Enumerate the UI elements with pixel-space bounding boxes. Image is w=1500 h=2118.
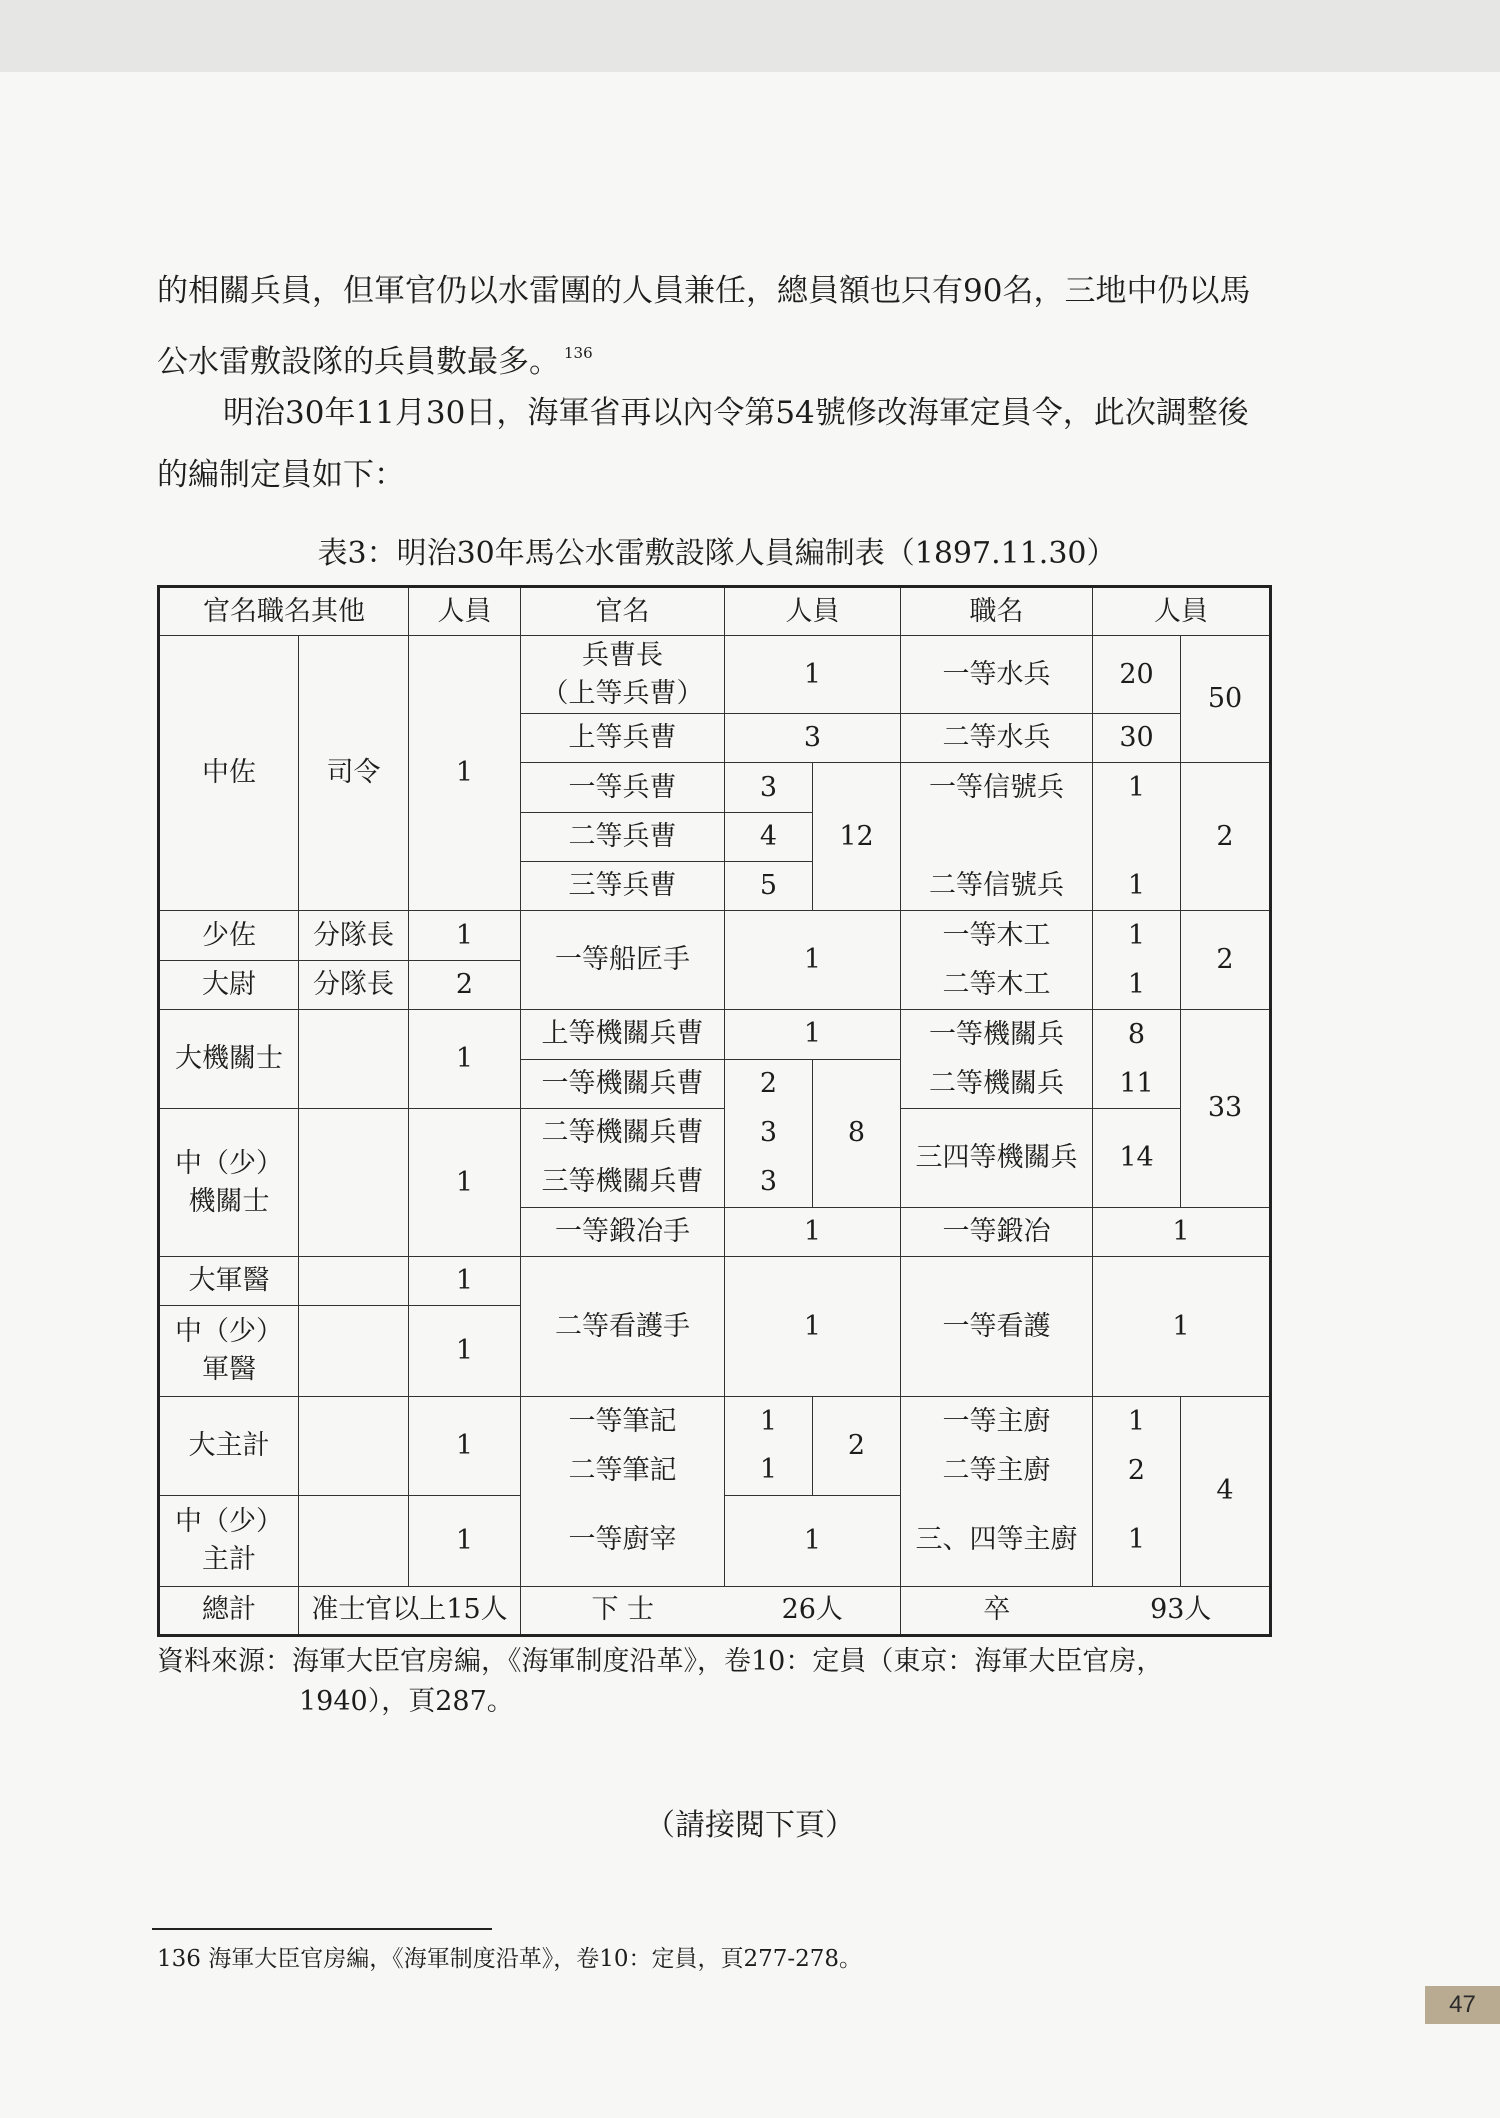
- table-cell: [299, 1108, 409, 1256]
- table-cell: 2: [1181, 911, 1271, 1010]
- table-cell: 一等機關兵: [901, 1010, 1093, 1059]
- table-cell: [901, 812, 1093, 861]
- table-cell: 一等筆記: [521, 1397, 725, 1446]
- table-cell: [1093, 812, 1181, 861]
- table-cell: 1: [409, 1257, 521, 1306]
- table-cell: 26人: [725, 1586, 901, 1635]
- table-cell: 1: [1093, 960, 1181, 1009]
- footnote-ref[interactable]: 136: [564, 344, 593, 362]
- table-cell: 1: [725, 911, 901, 1010]
- table-cell: 8: [1093, 1010, 1181, 1059]
- table-cell: 少佐: [159, 911, 299, 960]
- table-cell: 4: [725, 812, 813, 861]
- table-cell: 上等機關兵曹: [521, 1010, 725, 1059]
- table-cell: 一等兵曹: [521, 763, 725, 812]
- table-cell: 二等筆記: [521, 1446, 725, 1495]
- table-cell: 一等鍛冶手: [521, 1207, 725, 1256]
- table-cell: 2: [1093, 1446, 1181, 1495]
- personnel-table: [157, 585, 1272, 1637]
- table-cell: 二等主廚: [901, 1446, 1093, 1495]
- table-cell: 二等兵曹: [521, 812, 725, 861]
- table-row: [159, 636, 1271, 714]
- table-cell: [299, 1306, 409, 1397]
- table-cell: 1: [725, 1495, 901, 1586]
- table-cell: 1: [1093, 1257, 1271, 1397]
- header-cell: 職名: [901, 587, 1093, 636]
- table-cell: 1: [409, 1306, 521, 1397]
- table-cell: 二等木工: [901, 960, 1093, 1009]
- continued-note: （請接閱下頁）: [645, 1808, 855, 1843]
- table-cell: 准士官以上15人: [299, 1586, 521, 1635]
- table-row: [159, 1108, 1271, 1157]
- table-cell: 一等船匠手: [521, 911, 725, 1010]
- table-cell: 大機關士: [159, 1010, 299, 1109]
- table-cell: 上等兵曹: [521, 713, 725, 762]
- table-cell: 分隊長: [299, 911, 409, 960]
- table-cell: 1: [1093, 1495, 1181, 1586]
- table-cell: 中（少） 主計: [159, 1495, 299, 1586]
- table-cell: 1: [409, 911, 521, 960]
- table-cell: 3: [725, 1158, 813, 1207]
- table-row: [159, 1010, 1271, 1059]
- table-cell: 兵曹長 （上等兵曹）: [521, 636, 725, 714]
- scan-top-margin: [0, 0, 1500, 72]
- table-cell: 3: [725, 763, 813, 812]
- table-cell: 司令: [299, 636, 409, 911]
- table-cell: 大尉: [159, 960, 299, 1009]
- table-cell: 1: [725, 1397, 813, 1446]
- table-cell: 下 士: [521, 1586, 725, 1635]
- table-cell: 1: [725, 1010, 901, 1059]
- body-paragraph-2: 明治30年11月30日，海軍省再以內令第54號修改海軍定員令，此次調整後的編制定員如下：: [157, 395, 1249, 493]
- footnote: 136 海軍大臣官房編，《海軍制度沿革》，卷10：定員，頁277-278。: [157, 1946, 863, 1972]
- header-cell: 人員: [725, 587, 901, 636]
- header-cell: 官名: [521, 587, 725, 636]
- table-cell: 二等機關兵: [901, 1059, 1093, 1108]
- table-cell: [299, 1257, 409, 1306]
- table-cell: 大軍醫: [159, 1257, 299, 1306]
- table-cell: 1: [1093, 1207, 1271, 1256]
- table-cell: 二等看護手: [521, 1257, 725, 1397]
- table-cell: 3: [725, 1108, 813, 1157]
- table-cell: 33: [1181, 1010, 1271, 1208]
- table-source-note: 資料來源：海軍大臣官房編，《海軍制度沿革》，卷10：定員（東京：海軍大臣官房， 1940），頁287。: [157, 1646, 1164, 1717]
- table-cell: 1: [725, 636, 901, 714]
- table-cell: 1: [1093, 1397, 1181, 1446]
- table-row: [159, 911, 1271, 960]
- table-cell: 30: [1093, 713, 1181, 762]
- table-cell: 1: [409, 1397, 521, 1496]
- table-row: [159, 1397, 1271, 1446]
- table-cell: 4: [1181, 1397, 1271, 1586]
- table-cell: 三四等機關兵: [901, 1108, 1093, 1207]
- table-cell: 一等主廚: [901, 1397, 1093, 1446]
- table-cell: 二等水兵: [901, 713, 1093, 762]
- table-cell: 20: [1093, 636, 1181, 714]
- table-cell: 50: [1181, 636, 1271, 763]
- table-cell: 3: [725, 713, 901, 762]
- table-cell: 中（少） 軍醫: [159, 1306, 299, 1397]
- table-cell: 2: [1181, 763, 1271, 911]
- header-cell: 人員: [409, 587, 521, 636]
- table-cell: 1: [725, 1207, 901, 1256]
- table-cell: 2: [813, 1397, 901, 1496]
- table-cell: 1: [725, 1257, 901, 1397]
- table-cell: 1: [1093, 911, 1181, 960]
- table-cell: 二等信號兵: [901, 862, 1093, 911]
- table-cell: 一等機關兵曹: [521, 1059, 725, 1108]
- table-cell: 一等鍛冶: [901, 1207, 1093, 1256]
- table-header-row: [159, 587, 1271, 636]
- table-cell: 2: [409, 960, 521, 1009]
- table-cell: 14: [1093, 1108, 1181, 1207]
- table-cell: 93人: [1093, 1586, 1271, 1635]
- table-cell: 1: [409, 1108, 521, 1256]
- table-cell: 1: [1093, 763, 1181, 812]
- table-cell: 8: [813, 1059, 901, 1207]
- header-cell: 官名職名其他: [159, 587, 409, 636]
- table-cell: 卒: [901, 1586, 1093, 1635]
- table-cell: 三等兵曹: [521, 862, 725, 911]
- table-cell: 1: [409, 1495, 521, 1586]
- table-cell: 1: [725, 1446, 813, 1495]
- table-cell: [299, 1010, 409, 1109]
- table-cell: 一等木工: [901, 911, 1093, 960]
- table-cell: 1: [1093, 862, 1181, 911]
- table-cell: 總計: [159, 1586, 299, 1635]
- body-paragraph-1: 的相關兵員，但軍官仍以水雷團的人員兼任，總員額也只有90名，三地中仍以馬公水雷敷設隊的兵員數最多。 $^{136}$: [157, 273, 1251, 380]
- table-cell: 分隊長: [299, 960, 409, 1009]
- table-cell: 一等信號兵: [901, 763, 1093, 812]
- table-cell: 12: [813, 763, 901, 911]
- table-total-row: [159, 1586, 1271, 1635]
- table-cell: 三等機關兵曹: [521, 1158, 725, 1207]
- table-cell: 5: [725, 862, 813, 911]
- header-cell: 人員: [1093, 587, 1271, 636]
- page-number: 47: [1425, 1986, 1500, 2024]
- table-cell: 中（少） 機關士: [159, 1108, 299, 1256]
- table-cell: 一等看護: [901, 1257, 1093, 1397]
- table-cell: 1: [409, 1010, 521, 1109]
- table-cell: [299, 1397, 409, 1496]
- table-cell: 一等水兵: [901, 636, 1093, 714]
- table-cell: 2: [725, 1059, 813, 1108]
- table-cell: 三、四等主廚: [901, 1495, 1093, 1586]
- table-cell: 中佐: [159, 636, 299, 911]
- table-cell: 1: [409, 636, 521, 911]
- table-cell: 大主計: [159, 1397, 299, 1496]
- table-row: [159, 1257, 1271, 1306]
- footnote-divider: [152, 1928, 492, 1930]
- table-cell: 二等機關兵曹: [521, 1108, 725, 1157]
- table-cell: 一等廚宰: [521, 1495, 725, 1586]
- table-cell: [299, 1495, 409, 1586]
- table-row: [159, 1495, 1271, 1586]
- table-caption: 表3：明治30年馬公水雷敷設隊人員編制表（1897.11.30）: [317, 536, 1117, 571]
- table-cell: 11: [1093, 1059, 1181, 1108]
